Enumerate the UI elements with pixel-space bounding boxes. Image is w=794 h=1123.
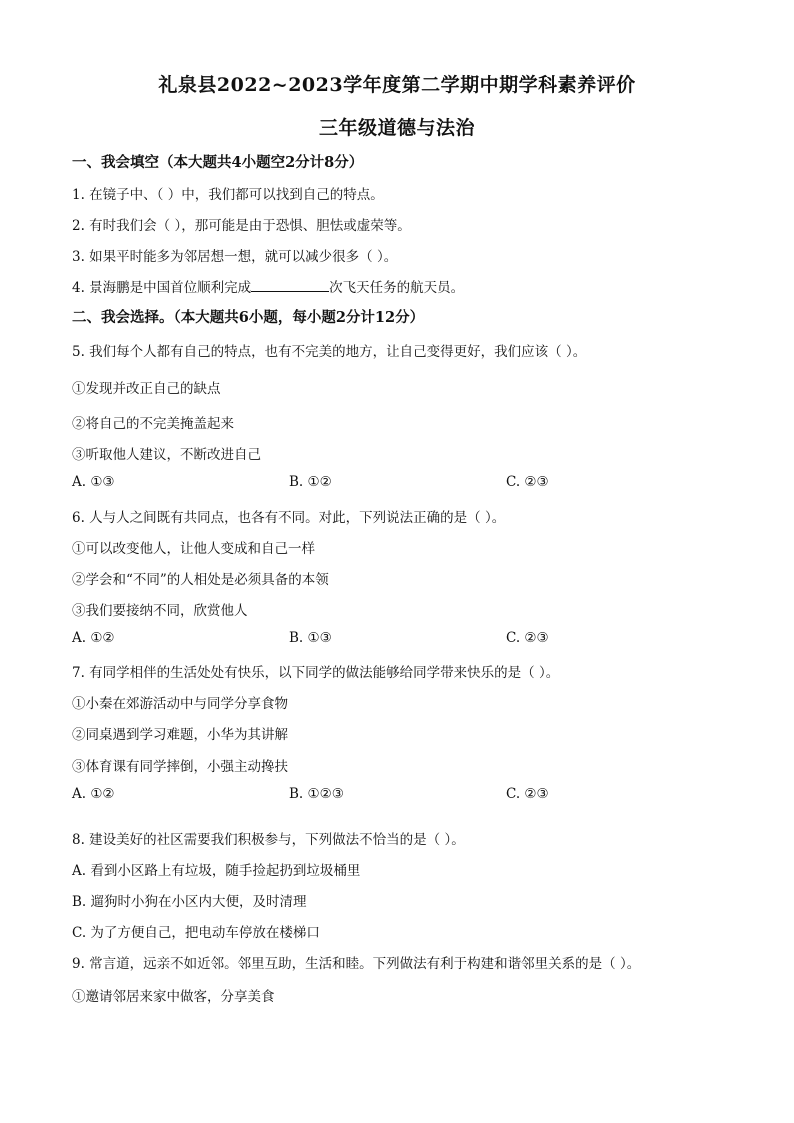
question-4-prefix: 4. 景海鹏是中国首位顺利完成 xyxy=(72,280,252,296)
question-6-option-b[interactable]: B. ①③ xyxy=(289,630,332,646)
question-1: 1. 在镜子中、（ ）中，我们都可以找到自己的特点。 xyxy=(72,187,384,203)
question-5-option-a[interactable]: A. ①③ xyxy=(72,474,115,490)
question-5-option-b[interactable]: B. ①② xyxy=(289,474,332,490)
answer-blank[interactable] xyxy=(251,279,329,292)
question-7-option-a[interactable]: A. ①② xyxy=(72,786,115,802)
question-4-suffix: 次飞天任务的航天员。 xyxy=(329,280,465,296)
question-6-stem: 6. 人与人之间既有共同点，也各有不同。对此，下列说法正确的是（ ）。 xyxy=(72,510,506,526)
question-5-item-3: ③听取他人建议，不断改进自己 xyxy=(72,447,261,463)
section2-heading: 二、我会选择。（本大题共6小题，每小题2分计12分） xyxy=(72,309,425,326)
question-5-stem: 5. 我们每个人都有自己的特点，也有不完美的地方，让自己变得更好，我们应该（ ）。 xyxy=(72,344,587,360)
question-4 xyxy=(72,276,464,296)
question-5-option-c[interactable]: C. ②③ xyxy=(506,474,549,490)
exam-title: 礼泉县2022~2023学年度第二学期中期学科素养评价 xyxy=(158,74,636,96)
question-7-option-c[interactable]: C. ②③ xyxy=(506,786,549,802)
question-5-item-1: ①发现并改正自己的缺点 xyxy=(72,381,221,397)
question-6-item-1: ①可以改变他人，让他人变成和自己一样 xyxy=(72,541,315,557)
question-8-option-b[interactable]: B. 遛狗时小狗在小区内大便，及时清理 xyxy=(72,894,307,910)
question-3: 3. 如果平时能多为邻居想一想，就可以减少很多（ ）。 xyxy=(72,249,398,265)
question-6-option-c[interactable]: C. ②③ xyxy=(506,630,549,646)
question-9-item-1: ①邀请邻居来家中做客，分享美食 xyxy=(72,989,275,1005)
question-7-item-2: ②同桌遇到学习难题，小华为其讲解 xyxy=(72,727,288,743)
question-2: 2. 有时我们会（ ），那可能是由于恐惧、胆怯或虚荣等。 xyxy=(72,218,411,234)
question-8-option-c[interactable]: C. 为了方便自己，把电动车停放在楼梯口 xyxy=(72,925,320,941)
question-6-item-3: ③我们要接纳不同，欣赏他人 xyxy=(72,603,248,619)
question-7-stem: 7. 有同学相伴的生活处处有快乐，以下同学的做法能够给同学带来快乐的是（ ）。 xyxy=(72,665,560,681)
question-7-item-3: ③体育课有同学摔倒，小强主动搀扶 xyxy=(72,759,288,775)
question-7-item-1: ①小秦在郊游活动中与同学分享食物 xyxy=(72,696,288,712)
question-9-stem: 9. 常言道，远亲不如近邻。邻里互助，生活和睦。下列做法有利于构建和谐邻里关系的是（ ）。 xyxy=(72,956,641,972)
section1-heading: 一、我会填空（本大题共4小题空2分计8分） xyxy=(72,154,364,171)
question-8-option-a[interactable]: A. 看到小区路上有垃圾，随手捡起扔到垃圾桶里 xyxy=(72,863,361,879)
question-6-option-a[interactable]: A. ①② xyxy=(72,630,115,646)
question-6-item-2: ②学会和“不同”的人相处是必须具备的本领 xyxy=(72,572,329,588)
question-7-option-b[interactable]: B. ①②③ xyxy=(289,786,344,802)
question-8-stem: 8. 建设美好的社区需要我们积极参与，下列做法不恰当的是（ ）。 xyxy=(72,832,465,848)
exam-subtitle: 三年级道德与法治 xyxy=(318,117,475,139)
question-5-item-2: ②将自己的不完美掩盖起来 xyxy=(72,416,234,432)
